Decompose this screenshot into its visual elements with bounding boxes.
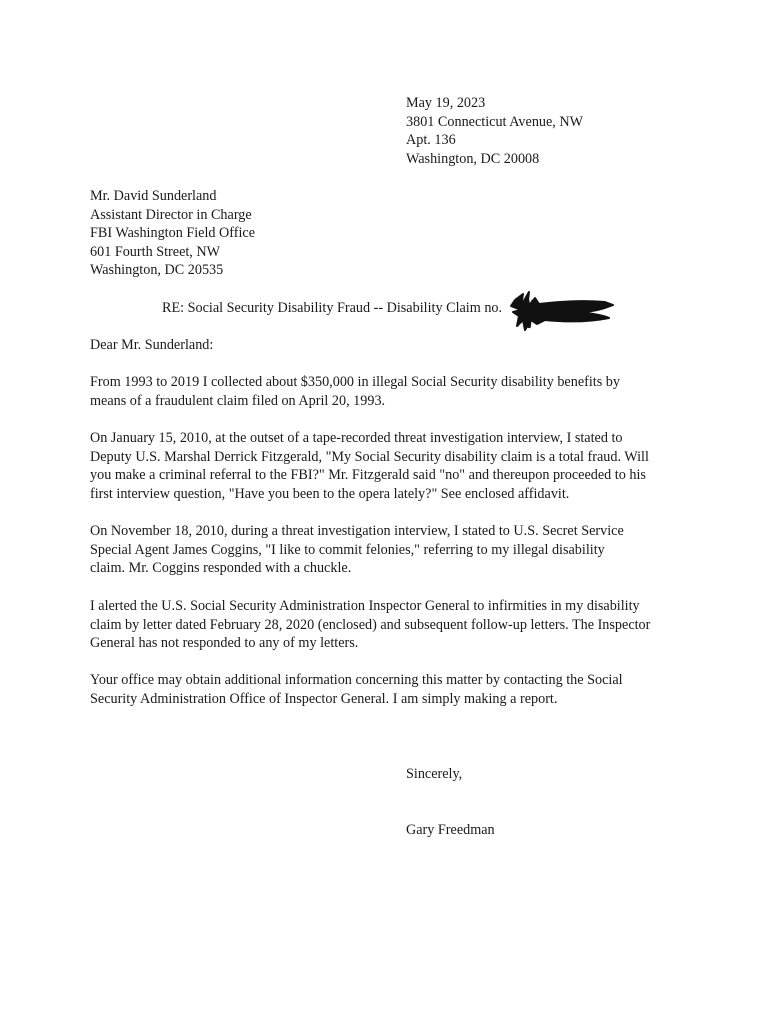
paragraph-line: you make a criminal referral to the FBI?" Mr. Fitzgerald said "no" and thereupon proceeded to his — [90, 467, 646, 484]
paragraph-line: From 1993 to 2019 I collected about $350,000 in illegal Social Security disability benefits by — [90, 374, 620, 390]
paragraph-2 — [90, 429, 690, 503]
paragraph-line: Security Administration Office of Inspector General. I am simply making a report. — [90, 690, 558, 707]
letter-date: May 19, 2023 — [406, 95, 486, 111]
paragraph-line: On January 15, 2010, at the outset of a tape-recorded threat investigation interview, I stated to — [90, 430, 623, 446]
salutation: Dear Mr. Sunderland: — [90, 337, 214, 353]
sender-address-block — [406, 94, 736, 168]
recipient-title: Assistant Director in Charge — [90, 206, 252, 223]
paragraph-line: On November 18, 2010, during a threat investigation interview, I stated to U.S. Secret Service — [90, 523, 624, 539]
paragraph-5 — [90, 671, 690, 708]
subject-line: RE: Social Security Disability Fraud -- Disability Claim no. — [162, 300, 503, 316]
recipient-name: Mr. David Sunderland — [90, 188, 217, 204]
paragraph-line: Special Agent James Coggins, "I like to commit felonies," referring to my illegal disability — [90, 541, 605, 558]
paragraph-line: first interview question, "Have you been to the opera lately?" See enclosed affidavit. — [90, 485, 570, 502]
paragraph-line: I alerted the U.S. Social Security Administration Inspector General to infirmities in my disability — [90, 598, 640, 614]
paragraph-line: Deputy U.S. Marshal Derrick Fitzgerald, "My Social Security disability claim is a total fraud. Will — [90, 448, 649, 465]
paragraph-line: Your office may obtain additional information concerning this matter by contacting the Social — [90, 672, 623, 688]
recipient-office: FBI Washington Field Office — [90, 225, 256, 242]
paragraph-4 — [90, 597, 690, 653]
paragraph-3 — [90, 522, 690, 578]
paragraph-line: means of a fraudulent claim filed on April 20, 1993. — [90, 392, 386, 409]
recipient-city: Washington, DC 20535 — [90, 262, 224, 279]
recipient-street: 601 Fourth Street, NW — [90, 243, 221, 260]
recipient-address-block — [90, 187, 430, 280]
closing: Sincerely, — [406, 766, 463, 782]
signature-name: Gary Freedman — [406, 822, 495, 838]
sender-street: 3801 Connecticut Avenue, NW — [406, 113, 584, 130]
sender-city: Washington, DC 20008 — [406, 150, 540, 167]
paragraph-line: claim by letter dated February 28, 2020 (enclosed) and subsequent follow-up letters. The Inspector — [90, 616, 651, 633]
redaction-mark — [509, 290, 617, 334]
sender-apartment: Apt. 136 — [406, 132, 456, 149]
paragraph-line: claim. Mr. Coggins responded with a chuckle. — [90, 560, 352, 577]
paragraph-line: General has not responded to any of my letters. — [90, 635, 359, 652]
paragraph-1 — [90, 373, 690, 410]
